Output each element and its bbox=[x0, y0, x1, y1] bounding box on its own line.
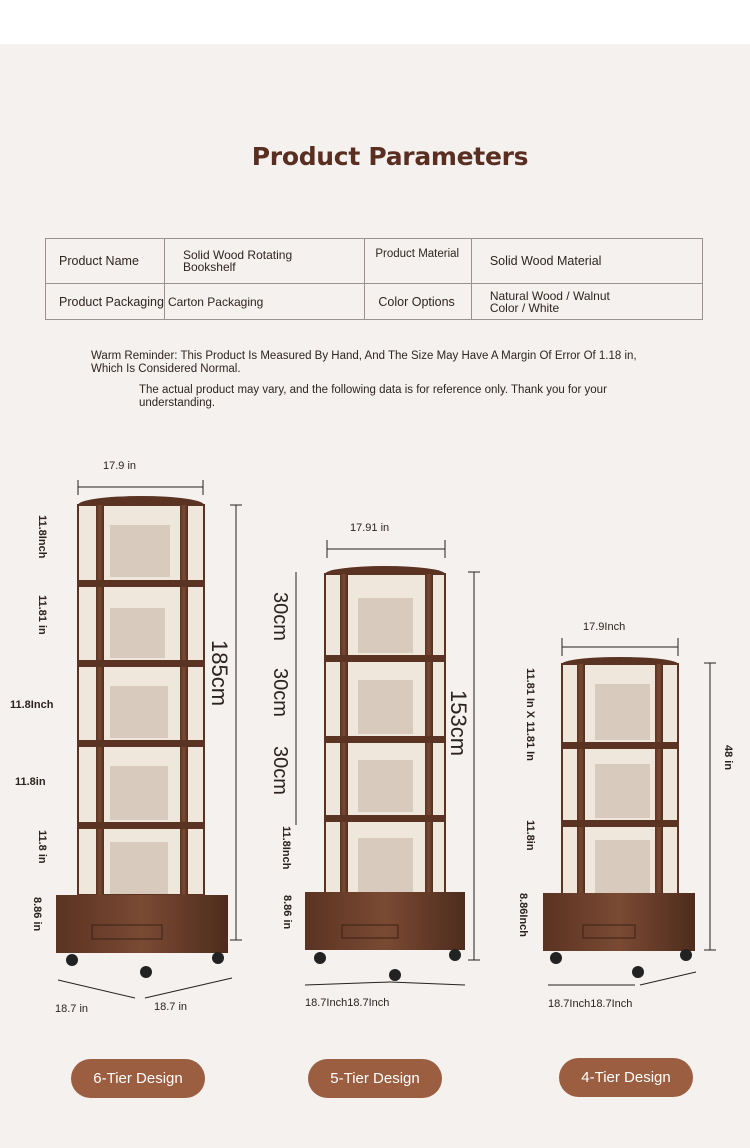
six-tier-design-button[interactable]: 6-Tier Design bbox=[71, 1059, 205, 1098]
tier-height-label: 11.8 in bbox=[36, 830, 48, 864]
six-tier-shelf-image bbox=[56, 496, 228, 978]
base-width-label: 18.7 in bbox=[55, 1003, 89, 1015]
base-depth-label: 18.7 in bbox=[154, 1001, 188, 1013]
warm-reminder: Warm Reminder: This Product Is Measured By Hand, And The Size May Have A Margin Of Error Of 1.18 in, Which Is Considered Normal. bbox=[91, 350, 637, 375]
height-label: 185cm bbox=[207, 640, 232, 707]
tier-height-label: 11.8Inch bbox=[10, 699, 54, 711]
base-size-label: 18.7Inch18.7Inch bbox=[548, 998, 633, 1010]
four-tier-design-button[interactable]: 4-Tier Design bbox=[559, 1058, 693, 1097]
base-size-label: 18.7Inch18.7Inch bbox=[305, 997, 390, 1009]
tier-height-label: 8.86 in bbox=[31, 897, 43, 932]
five-tier-shelf-image bbox=[305, 566, 465, 981]
top-width-label: 17.9 in bbox=[103, 460, 137, 472]
tier-height-label: 8.86Inch bbox=[517, 893, 529, 938]
top-width-label: 17.9Inch bbox=[583, 621, 626, 633]
height-label: 153cm bbox=[446, 690, 471, 757]
tier-height-label: 11.8in bbox=[15, 776, 46, 788]
top-width-label: 17.91 in bbox=[350, 522, 390, 534]
tier-height-label: 30cm bbox=[269, 668, 291, 717]
reference-note: The actual product may vary, and the following data is for reference only. Thank you for your understanding. bbox=[139, 384, 607, 409]
five-tier-design-button[interactable]: 5-Tier Design bbox=[308, 1059, 442, 1098]
tier-height-label: 30cm bbox=[269, 746, 291, 795]
param-label: Product Material bbox=[365, 239, 471, 284]
param-value: Solid Wood Material bbox=[471, 239, 702, 284]
param-label: Product Name bbox=[46, 239, 165, 284]
param-value: Carton Packaging bbox=[164, 284, 364, 320]
param-label: Color Options bbox=[365, 284, 471, 320]
tier-height-label: 11.8Inch bbox=[36, 515, 48, 559]
four-tier-shelf-image bbox=[543, 657, 695, 978]
param-value: Solid Wood Rotating Bookshelf bbox=[164, 239, 364, 284]
tier-height-label: 11.8in bbox=[524, 820, 536, 851]
tier-height-label: 11.8Inch bbox=[280, 826, 292, 870]
tier-height-label: 30cm bbox=[269, 592, 291, 641]
tier-height-label: 11.81 in bbox=[36, 595, 48, 635]
param-label: Product Packaging bbox=[46, 284, 165, 320]
param-value: Natural Wood / Walnut Color / White bbox=[471, 284, 702, 320]
page-title: Product Parameters bbox=[251, 142, 529, 171]
tier-height-label: 11.81 In X 11.81 In bbox=[524, 668, 536, 761]
height-label: 48 in bbox=[722, 745, 734, 771]
tier-height-label: 8.86 in bbox=[281, 895, 293, 930]
